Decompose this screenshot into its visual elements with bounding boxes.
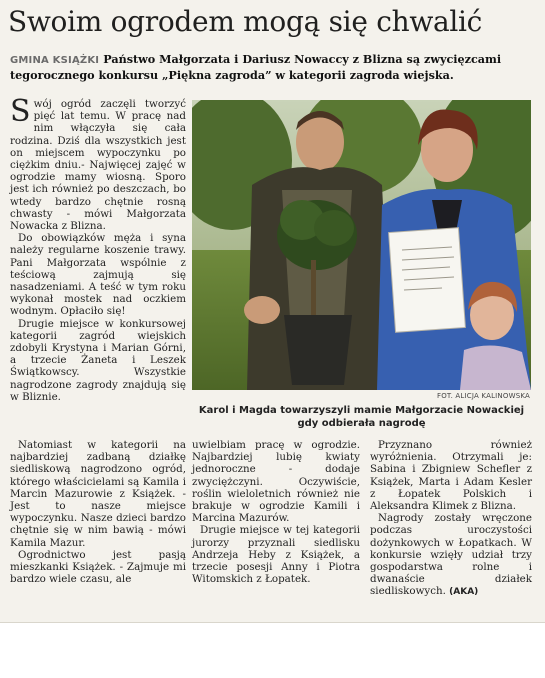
paragraph bbox=[370, 512, 532, 598]
drop-cap: S bbox=[10, 94, 31, 129]
author-signature: (AKA) bbox=[449, 587, 479, 598]
photo-caption: Karol i Magda towarzyszyli mamie Małgorzacie Nowackiej gdy odbierała nagrodę bbox=[198, 405, 525, 429]
paragraph: Przyznano również wyróżnienia. Otrzymali je: Sabina i Zbigniew Schefler z Książek, Marta i Adam Kesler z Łopatek Polskich i Aleksandra Klimek z Blizna. bbox=[370, 439, 532, 513]
paragraph-text: Nagrody zostały wręczone podczas uroczystości dożynkowych w Łopatkach. W konkursie wzięły udział trzy gospodarstwa rolne i dwanaście działek siedliskowych. bbox=[370, 512, 532, 598]
paragraph: Natomiast w kategorii na najbardziej zadbaną działkę siedliskową nagrodzono ogród, którego właścicielami są Kamila i Marcin Mazurowie z Książek. - Jest to nasze miejsce wypoczynku. Nasze dzieci bardzo chętnie się w nim bawią - mówi Kamila Mazur. bbox=[10, 439, 186, 549]
paragraph: Drugie miejsce w tej kategorii jurorzy przyznali siedlisku Andrzeja Heby z Książek, a trzecie posesji Anny i Piotra Witomskich z Łopatek. bbox=[192, 524, 360, 586]
paragraph-text: wój ogród zaczęli tworzyć pięć lat temu. W pracę nad nim włączyła się cała rodzina. Dziś dla wszystkich jest on miejscem wypoczynku po ciężkim dniu.- Najwięcej zajęć w ogrodzie mamy wiosną. Sporo jest ich również po deszczach, bo wtedy bardzo chętnie rosną chwasty - mówi Małgorzata Nowacka z Blizna. bbox=[10, 98, 186, 233]
article-photo bbox=[192, 100, 531, 390]
body-column-2 bbox=[10, 439, 186, 585]
paragraph: Ogrodnictwo jest pasją mieszkanki Książek. - Zajmuje mi bardzo wiele czasu, ale bbox=[10, 548, 186, 586]
paragraph: Drugie miejsce w konkursowej kategorii zagród wiejskich zdobyli Krystyna i Marian Górni, a trzecie Żaneta i Leszek Świątkowscy. Wszystkie nagrodzone zagrody znajdują się w Bliznie. bbox=[10, 317, 186, 403]
body-column-3 bbox=[192, 439, 360, 585]
paragraph bbox=[10, 94, 186, 233]
left-column bbox=[10, 94, 186, 403]
paragraph: uwielbiam pracę w ogrodzie. Najbardziej lubię kwiaty jednoroczne - dodaje zwyciężczyni. Oczywiście, roślin wieloletnich również nie brakuje w ogrodzie Kamili i Marcina Mazurów. bbox=[192, 439, 360, 525]
photo-credit: FOT. ALICJA KALINOWSKA bbox=[436, 392, 530, 400]
photo-illustration bbox=[192, 100, 531, 390]
body-column-4 bbox=[370, 439, 532, 599]
paragraph: Do obowiązków męża i syna należy regularne koszenie trawy. Pani Małgorzata wspólnie z teściową zajmują się nasadzeniami. A teść w tym roku wykonał mostek nad oczkiem wodnym. Opłaciło się! bbox=[10, 232, 186, 318]
article-kicker: GMINA KSIĄŻKI bbox=[10, 55, 100, 66]
lead-text: Państwo Małgorzata i Dariusz Nowaccy z Blizna są zwycięzcami tegorocznego konkursu „Piękna zagroda” w kategorii zagroda wiejska. bbox=[10, 52, 502, 82]
article-lead bbox=[10, 52, 535, 82]
article-title: Swoim ogrodem mogą się chwalić bbox=[8, 5, 483, 38]
